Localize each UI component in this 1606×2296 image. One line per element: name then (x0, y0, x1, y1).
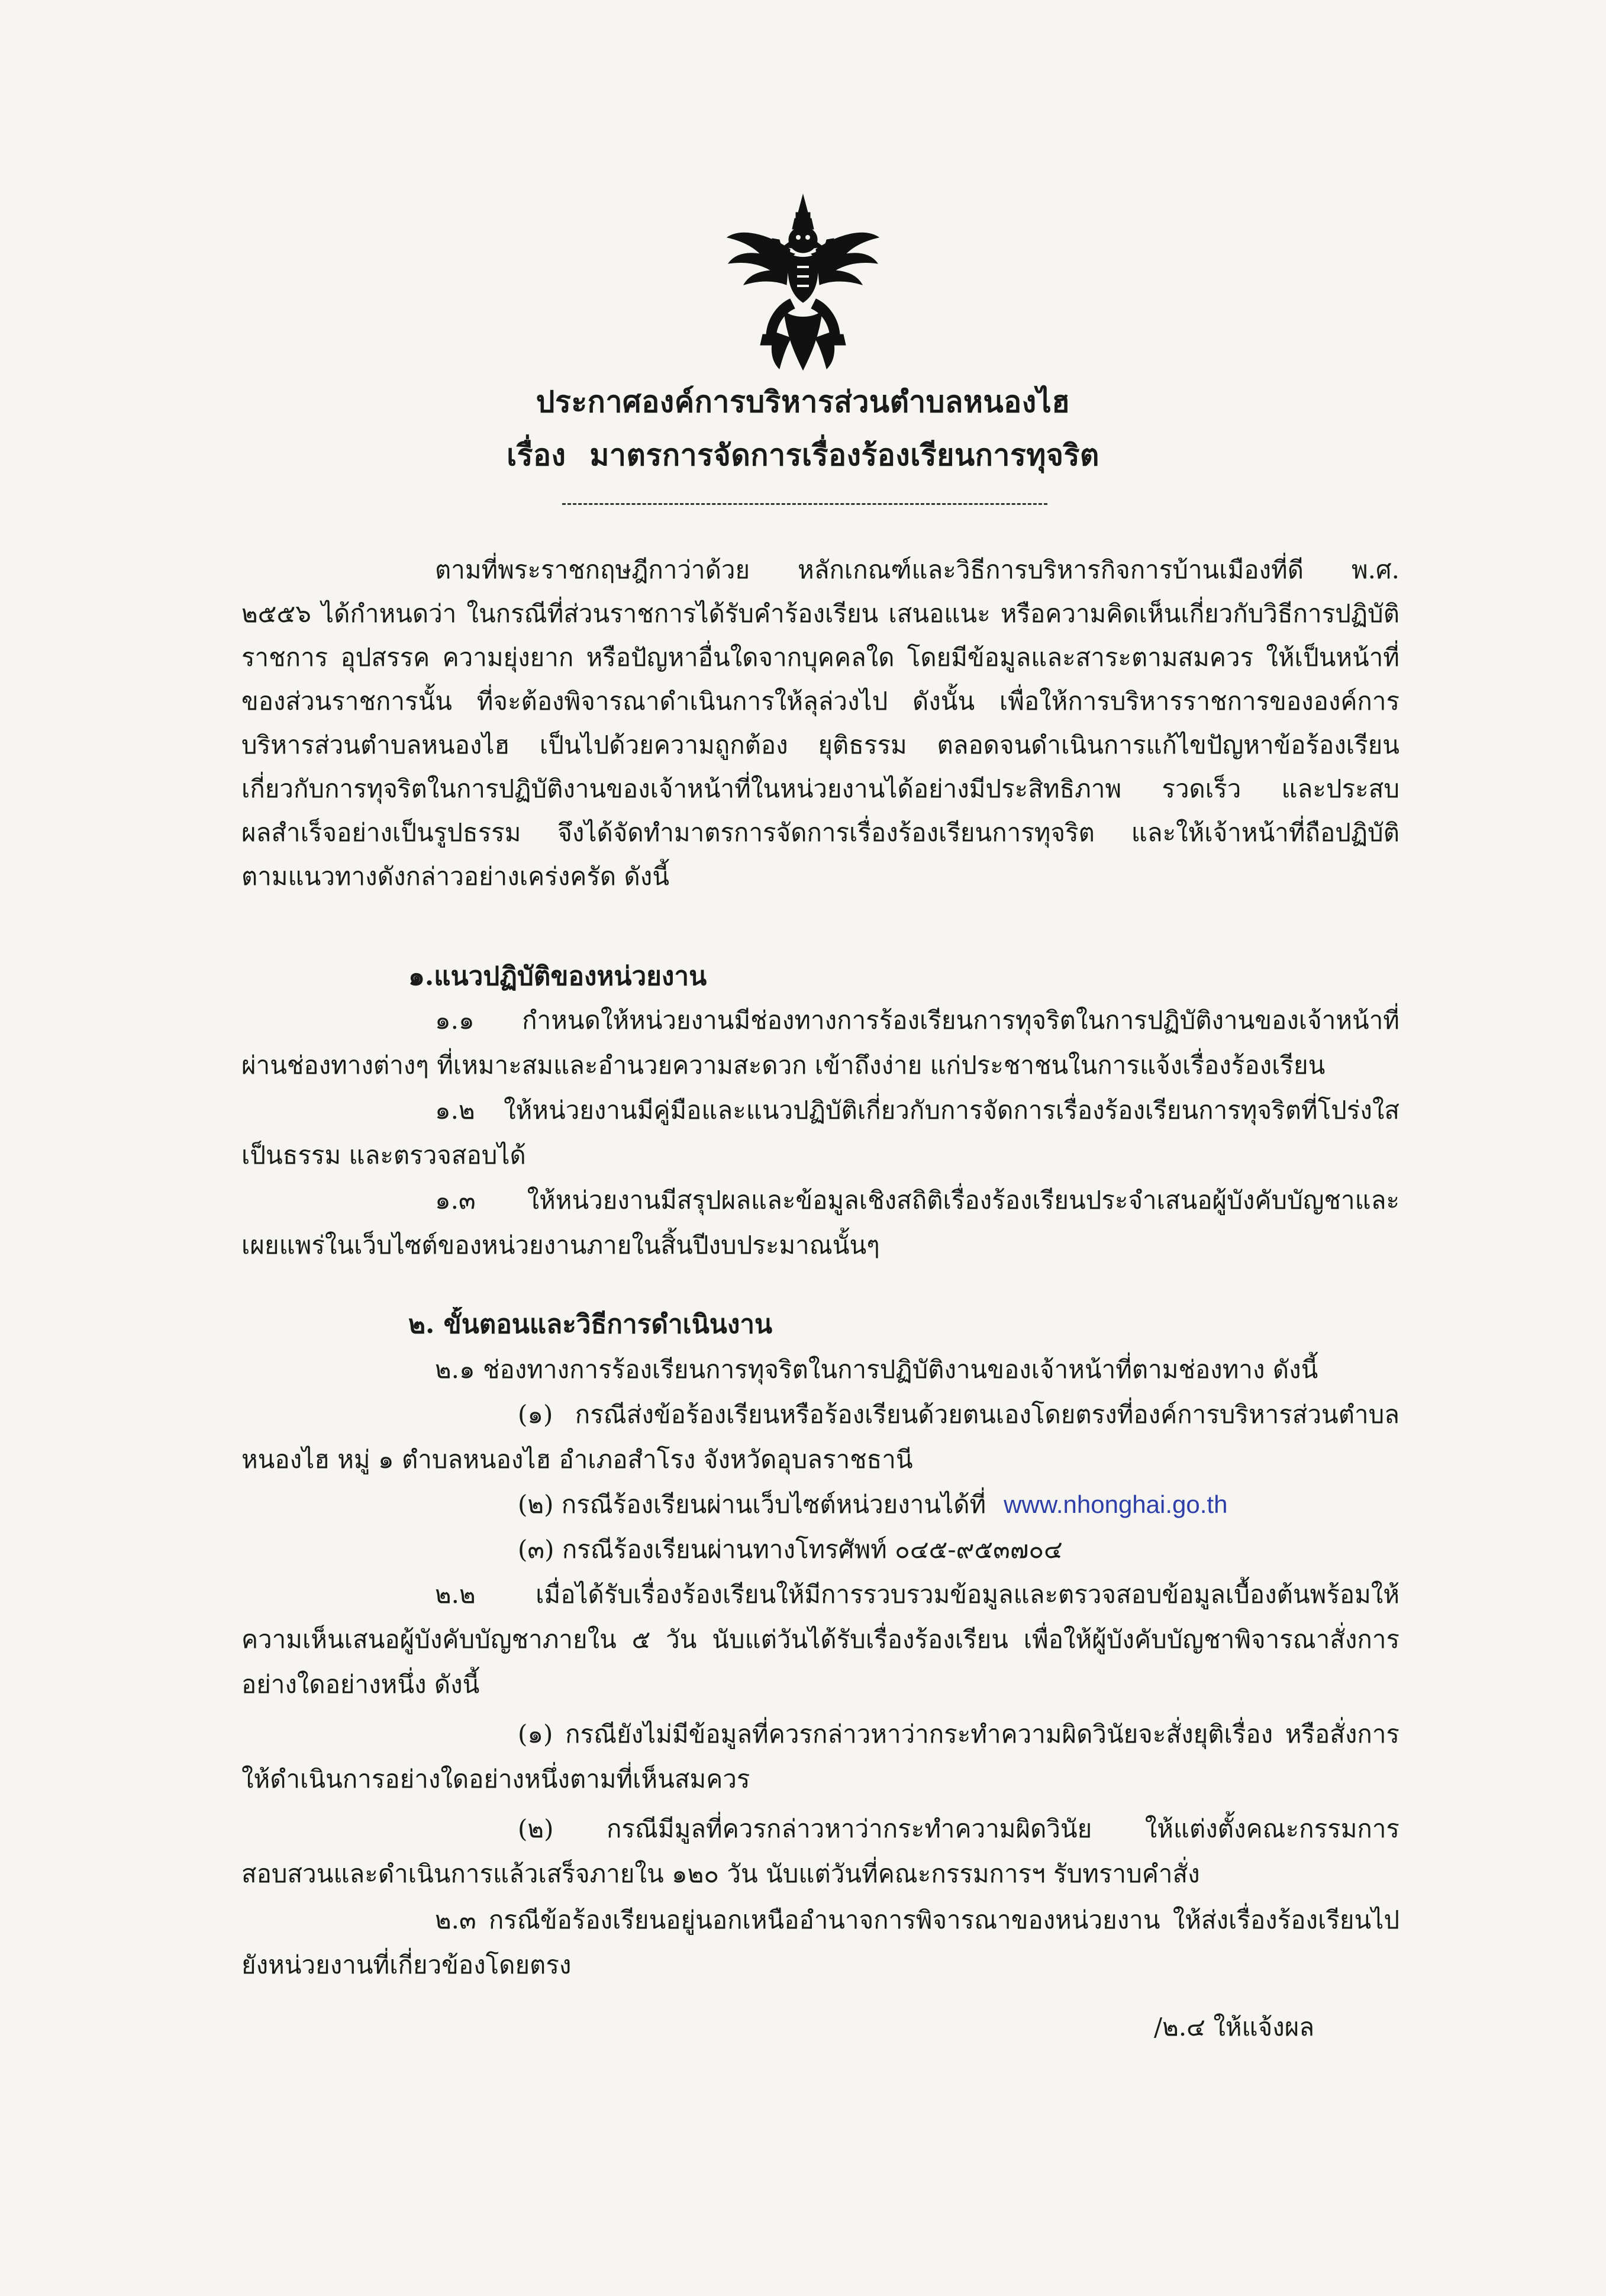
announcement-title: ประกาศองค์การบริหารส่วนตำบลหนองไฮ (536, 384, 1070, 419)
intro-line: ผลสำเร็จอย่างเป็นรูปธรรม จึงได้จัดทำมาตรการจัดการเรื่องร้องเรียนการทุจริต และให้เจ้าหน้าที่ถือปฏิบัติ (241, 818, 1399, 847)
section1-line: เผยแพร่ในเว็บไซต์ของหน่วยงานภายในสิ้นปีงบประมาณนั้นๆ (241, 1231, 880, 1260)
section2-line: ๒.๑ ช่องทางการร้องเรียนการทุจริตในการปฏิบัติงานของเจ้าหน้าที่ตามช่องทาง ดังนี้ (435, 1355, 1318, 1384)
intro-line: ราชการ อุปสรรค ความยุ่งยาก หรือปัญหาอื่นใดจากบุคคลใด โดยมีข้อมูลและสาระตามสมควร ให้เป็นหน้าที่ (241, 643, 1399, 672)
section1-line: เป็นธรรม และตรวจสอบได้ (241, 1141, 526, 1170)
section2-line: สอบสวนและดำเนินการแล้วเสร็จภายใน ๑๒๐ วัน นับแต่วันที่คณะกรรมการฯ รับทราบคำสั่ง (241, 1859, 1200, 1888)
section2-heading: ๒. ขั้นตอนและวิธีการดำเนินงาน (408, 1309, 773, 1339)
section1-heading: ๑.แนวปฏิบัติของหน่วยงาน (408, 961, 707, 991)
section2-line: ความเห็นเสนอผู้บังคับบัญชาภายใน ๕ วัน นับแต่วันได้รับเรื่องร้องเรียน เพื่อให้ผู้บังคับบัญชาพิจารณาสั่งการ (241, 1625, 1399, 1654)
section2-line: (๓) กรณีร้องเรียนผ่านทางโทรศัพท์ ๐๔๕-๙๕๓๗๐๔ (518, 1535, 1063, 1564)
intro-line: เกี่ยวกับการทุจริตในการปฏิบัติงานของเจ้าหน้าที่ในหน่วยงานได้อย่างมีประสิทธิภาพ รวดเร็ว และประสบ (241, 774, 1399, 803)
continuation-reference: /๒.๔ ให้แจ้งผล (1154, 2012, 1315, 2041)
section2-line: (๑) กรณียังไม่มีข้อมูลที่ควรกล่าวหาว่ากระทำความผิดวินัยจะสั่งยุติเรื่อง หรือสั่งการ (518, 1719, 1399, 1748)
intro-line: บริหารส่วนตำบลหนองไฮ เป็นไปด้วยความถูกต้อง ยุติธรรม ตลอดจนดำเนินการแก้ไขปัญหาข้อร้องเรียน (241, 730, 1399, 759)
section1-line: ๑.๒ ให้หน่วยงานมีคู่มือและแนวปฏิบัติเกี่ยวกับการจัดการเรื่องร้องเรียนการทุจริตที่โปร่งใส (435, 1096, 1399, 1125)
section2-line: ๒.๓ กรณีข้อร้องเรียนอยู่นอกเหนืออำนาจการพิจารณาของหน่วยงาน ให้ส่งเรื่องร้องเรียนไป (435, 1905, 1399, 1934)
section2-line: ๒.๒ เมื่อได้รับเรื่องร้องเรียนให้มีการรวบรวมข้อมูลและตรวจสอบข้อมูลเบื้องต้นพร้อมให้ (435, 1580, 1399, 1609)
announcement-subject (0, 432, 1606, 479)
title-divider (562, 503, 1047, 505)
website-link[interactable]: www.nhonghai.go.th (1004, 1490, 1228, 1518)
subject-text: มาตรการจัดการเรื่องร้องเรียนการทุจริต (589, 437, 1099, 472)
section2-line-text: (๒) กรณีร้องเรียนผ่านเว็บไซต์หน่วยงานได้ที่ (518, 1490, 986, 1519)
intro-line: ของส่วนราชการนั้น ที่จะต้องพิจารณาดำเนินการให้ลุล่วงไป ดังนั้น เพื่อให้การบริหารราชการขององค์การ (241, 687, 1399, 716)
section2-line: (๒) กรณีมีมูลที่ควรกล่าวหาว่ากระทำความผิดวินัย ให้แต่งตั้งคณะกรรมการ (518, 1814, 1399, 1843)
garuda-emblem (725, 192, 882, 373)
section2-line: (๑) กรณีส่งข้อร้องเรียนหรือร้องเรียนด้วยตนเองโดยตรงที่องค์การบริหารส่วนตำบล (518, 1400, 1399, 1429)
section2-line: ให้ดำเนินการอย่างใดอย่างหนึ่งตามที่เห็นสมควร (241, 1764, 750, 1793)
section1-line: ๑.๓ ให้หน่วยงานมีสรุปผลและข้อมูลเชิงสถิติเรื่องร้องเรียนประจำเสนอผู้บังคับบัญชาและ (435, 1186, 1399, 1215)
intro-line: ตามแนวทางดังกล่าวอย่างเคร่งครัด ดังนี้ (241, 862, 670, 891)
section2-line: ยังหน่วยงานที่เกี่ยวข้องโดยตรง (241, 1950, 572, 1979)
intro-line: ๒๕๕๖ ได้กำหนดว่า ในกรณีที่ส่วนราชการได้รับคำร้องเรียน เสนอแนะ หรือความคิดเห็นเกี่ยวกับวิธีการปฏิบัติ (241, 599, 1399, 628)
section1-line: ๑.๑ กำหนดให้หน่วยงานมีช่องทางการร้องเรียนการทุจริตในการปฏิบัติงานของเจ้าหน้าที่ (435, 1006, 1399, 1035)
section1-line: ผ่านช่องทางต่างๆ ที่เหมาะสมและอำนวยความสะดวก เข้าถึงง่าย แก่ประชาชนในการแจ้งเรื่องร้องเรียน (241, 1051, 1326, 1080)
intro-line: ตามที่พระราชกฤษฎีกาว่าด้วย หลักเกณฑ์และวิธีการบริหารกิจการบ้านเมืองที่ดี พ.ศ. (435, 555, 1399, 584)
section2-line: อย่างใดอย่างหนึ่ง ดังนี้ (241, 1670, 480, 1699)
section2-line: หนองไฮ หมู่ ๑ ตำบลหนองไฮ อำเภอสำโรง จังหวัดอุบลราชธานี (241, 1445, 913, 1474)
section2-line-website (518, 1487, 1227, 1522)
subject-label: เรื่อง (507, 437, 566, 472)
